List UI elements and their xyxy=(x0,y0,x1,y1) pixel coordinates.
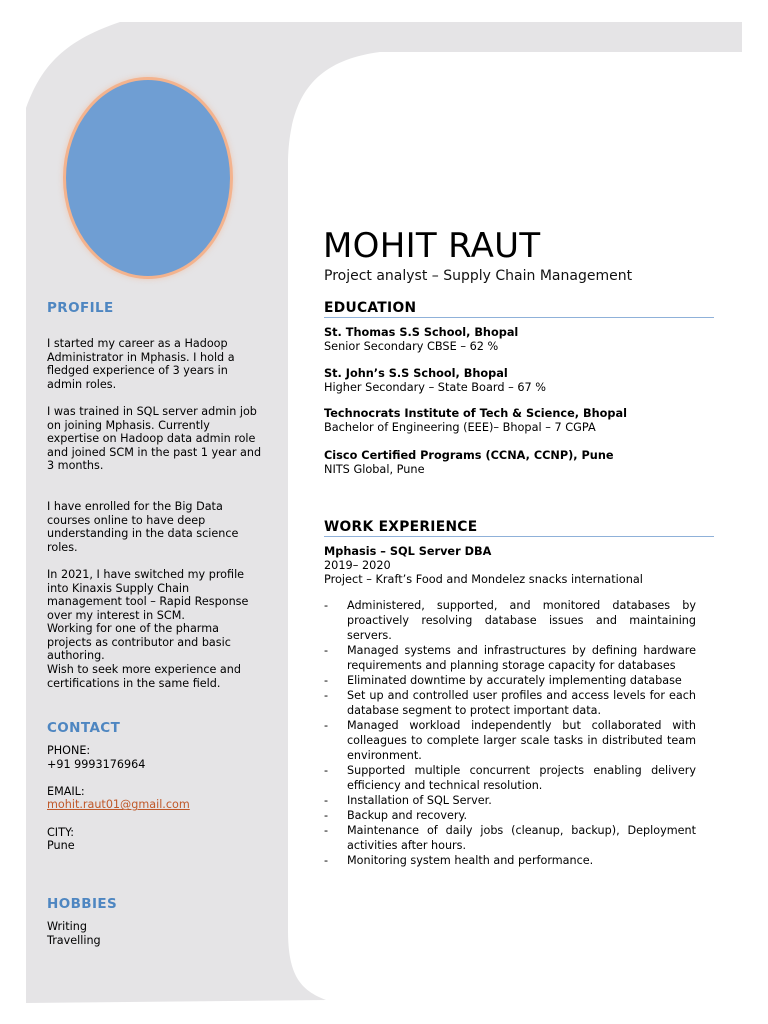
education-institution: St. John’s S.S School, Bhopal xyxy=(324,367,508,380)
education-institution: Cisco Certified Programs (CCNA, CCNP), Pune xyxy=(324,449,614,462)
profile-line: authoring. xyxy=(47,649,105,663)
city-value: Pune xyxy=(47,839,75,853)
duty-text: Administered, supported, and monitored databases by proactively resolving database issues and maintaining servers. xyxy=(347,599,696,642)
profile-line: understanding in the data science xyxy=(47,527,239,541)
duty-item xyxy=(324,793,696,808)
work-heading: WORK EXPERIENCE xyxy=(324,519,714,537)
duty-item xyxy=(324,763,696,793)
profile-line: and joined SCM in the past 1 year and xyxy=(47,445,262,459)
profile-line: courses online to have deep xyxy=(47,513,206,527)
bullet-dash: - xyxy=(324,689,329,702)
email-link[interactable]: mohit.raut01@gmail.com xyxy=(47,798,190,812)
bullet-dash: - xyxy=(324,719,329,732)
duty-text: Backup and recovery. xyxy=(347,809,468,822)
duty-text: Maintenance of daily jobs (cleanup, backup), Deployment activities after hours. xyxy=(347,824,696,852)
candidate-name: MOHIT RAUT xyxy=(323,226,541,266)
education-detail: Higher Secondary – State Board – 67 % xyxy=(324,381,547,394)
education-detail: Senior Secondary CBSE – 62 % xyxy=(324,340,499,353)
duty-item xyxy=(324,688,696,718)
profile-photo xyxy=(66,80,230,276)
bullet-dash: - xyxy=(324,764,329,777)
duty-text: Eliminated downtime by accurately implementing database xyxy=(347,674,682,687)
hobbies-list xyxy=(47,920,272,947)
hobby-item: Writing xyxy=(47,920,87,933)
education-entry xyxy=(324,326,518,354)
profile-line: 3 months. xyxy=(47,459,104,473)
bullet-dash: - xyxy=(324,809,329,822)
profile-line: I have enrolled for the Big Data xyxy=(47,499,223,513)
duty-text: Managed systems and infrastructures by defining hardware requirements and planning storage capacity for databases xyxy=(347,644,696,672)
contact-heading: CONTACT xyxy=(47,720,121,736)
profile-line: roles. xyxy=(47,540,78,554)
profile-line: I was trained in SQL server admin job xyxy=(47,404,257,418)
phone-label: PHONE: xyxy=(47,744,91,757)
profile-line: over my interest in SCM. xyxy=(47,608,185,622)
profile-text xyxy=(47,337,272,690)
profile-line: on joining Mphasis. Currently xyxy=(47,418,210,432)
duty-text: Set up and controlled user profiles and access levels for each database segment to protect important data. xyxy=(347,689,696,717)
education-institution: St. Thomas S.S School, Bhopal xyxy=(324,326,519,339)
education-entry xyxy=(324,367,546,395)
education-institution: Technocrats Institute of Tech & Science, Bhopal xyxy=(324,407,627,420)
bullet-dash: - xyxy=(324,824,329,837)
job-project: Project – Kraft’s Food and Mondelez snacks international xyxy=(324,573,643,586)
duty-item xyxy=(324,673,696,688)
candidate-subtitle: Project analyst – Supply Chain Management xyxy=(324,268,633,284)
profile-line: into Kinaxis Supply Chain xyxy=(47,581,190,595)
profile-line: projects as contributor and basic xyxy=(47,635,231,649)
job-entry xyxy=(324,545,643,587)
profile-line: expertise on Hadoop data admin role xyxy=(47,432,256,446)
duty-text: Monitoring system health and performance. xyxy=(347,854,594,867)
duty-text: Managed workload independently but collaborated with colleagues to complete larger scale tasks in distributed team environment. xyxy=(347,719,696,762)
duty-item xyxy=(324,598,696,643)
duty-item xyxy=(324,643,696,673)
profile-line: management tool – Rapid Response xyxy=(47,595,249,609)
profile-line: fledged experience of 3 years in xyxy=(47,364,228,378)
hobbies-heading: HOBBIES xyxy=(47,896,118,912)
profile-heading: PROFILE xyxy=(47,300,114,316)
bullet-dash: - xyxy=(324,599,329,612)
city-label: CITY: xyxy=(47,825,75,839)
education-detail: NITS Global, Pune xyxy=(324,463,425,476)
profile-line: Administrator in Mphasis. I hold a xyxy=(47,350,235,364)
education-heading: EDUCATION xyxy=(324,300,714,318)
duty-item xyxy=(324,808,696,823)
education-detail: Bachelor of Engineering (EEE)– Bhopal – 7 CGPA xyxy=(324,421,596,434)
education-entry xyxy=(324,407,627,435)
profile-line: I started my career as a Hadoop xyxy=(47,337,228,350)
bullet-dash: - xyxy=(324,854,329,867)
profile-line: admin roles. xyxy=(47,377,117,391)
phone-value: +91 9993176964 xyxy=(47,757,146,771)
contact-block xyxy=(47,744,272,853)
education-entry xyxy=(324,449,614,477)
profile-line: In 2021, I have switched my profile xyxy=(47,567,245,581)
hobby-item: Travelling xyxy=(47,933,101,947)
bullet-dash: - xyxy=(324,644,329,657)
profile-line: Working for one of the pharma xyxy=(47,622,219,636)
duty-text: Installation of SQL Server. xyxy=(347,794,492,807)
duty-text: Supported multiple concurrent projects enabling delivery efficiency and technical resolution. xyxy=(347,764,696,792)
duties-list xyxy=(324,598,696,868)
duty-item xyxy=(324,718,696,763)
job-period: 2019– 2020 xyxy=(324,559,391,572)
email-label: EMAIL: xyxy=(47,784,85,798)
duty-item xyxy=(324,853,696,868)
profile-line: Wish to seek more experience and xyxy=(47,663,241,677)
duty-item xyxy=(324,823,696,853)
bullet-dash: - xyxy=(324,674,329,687)
bullet-dash: - xyxy=(324,794,329,807)
job-title: Mphasis – SQL Server DBA xyxy=(324,545,492,558)
profile-line: certifications in the same field. xyxy=(47,676,221,690)
